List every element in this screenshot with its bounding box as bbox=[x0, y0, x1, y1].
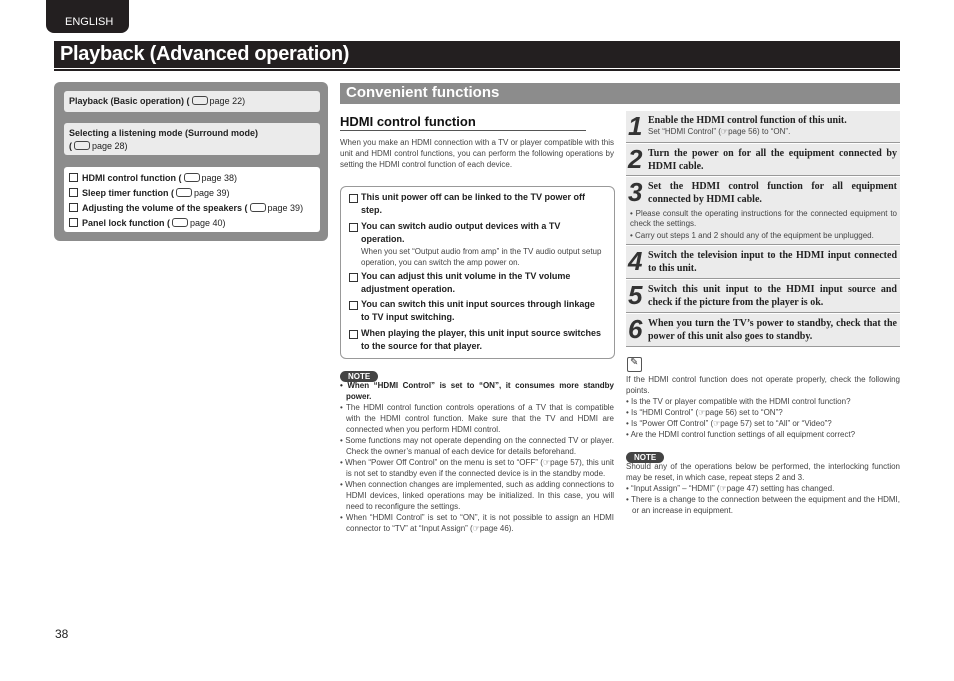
reference-hand-icon bbox=[176, 188, 192, 197]
step-text: Switch the television input to the HDMI input connected to this unit. bbox=[648, 250, 897, 274]
checkbox-icon bbox=[349, 301, 358, 310]
page-title-bar bbox=[54, 41, 900, 68]
note-item: • There is a change to the connection between the equipment and the HDMI, or an increase in equipment. bbox=[626, 495, 900, 515]
checkbox-icon bbox=[69, 218, 78, 227]
feature-item: This unit power off can be linked to the TV power off step. bbox=[349, 191, 604, 217]
step-bullet: • Please consult the operating instructions for the connected equipment to check the settings. bbox=[630, 209, 897, 228]
checkbox-icon bbox=[69, 203, 78, 212]
note-badge: NOTE bbox=[340, 366, 378, 384]
step-2 bbox=[626, 144, 900, 176]
note-badge: NOTE bbox=[626, 447, 664, 465]
remark-item: • Is the TV or player compatible with the HDMI control function? bbox=[626, 397, 851, 406]
step-text: Set the HDMI control function for all equipment connected by HDMI cable. bbox=[648, 181, 897, 205]
remark-item: • Is “Power Off Control” (☞page 57) set to “All” or “Video”? bbox=[626, 419, 832, 428]
remark-item: • Is “HDMI Control” (☞page 56) set to “ON”? bbox=[626, 408, 783, 417]
step-bullet: • Carry out steps 1 and 2 should any of the equipment be unplugged. bbox=[630, 231, 874, 240]
step-number: 5 bbox=[628, 280, 643, 310]
checkbox-icon bbox=[349, 223, 358, 232]
step-subtext: Set “HDMI Control” (☞page 56) to “ON”. bbox=[648, 127, 791, 136]
step-6 bbox=[626, 314, 900, 347]
checkbox-icon bbox=[349, 330, 358, 339]
hdmi-intro: When you make an HDMI connection with a TV or player compatible with this unit and HDMI control functions, you can perform the following operations by setting the HDMI control function of each device. bbox=[340, 138, 614, 169]
reference-hand-icon bbox=[74, 141, 90, 150]
reference-hand-icon bbox=[184, 173, 200, 182]
remark-pencil-icon: ✎ bbox=[627, 357, 642, 372]
feature-item: You can switch this unit input sources through linkage to TV input switching. bbox=[349, 298, 604, 324]
section-title: Convenient functions bbox=[346, 84, 500, 101]
step-number: 6 bbox=[628, 314, 643, 344]
checkbox-icon bbox=[349, 194, 358, 203]
step-1 bbox=[626, 111, 900, 143]
sidebar-link-label: Playback (Basic operation) bbox=[69, 96, 185, 106]
step-text: Switch this unit input to the HDMI input source and check if the picture from the player is ok. bbox=[648, 284, 897, 308]
hdmi-heading-rule bbox=[340, 130, 586, 131]
feature-item: You can switch audio output devices with a TV operation. When you set “Output audio from amp” in the TV audio output setup operation, you can switch the amp power on. bbox=[349, 220, 604, 268]
remark-intro: If the HDMI control function does not operate properly, check the following points. bbox=[626, 375, 900, 395]
remark-item: • Are the HDMI control function settings of all equipment correct? bbox=[626, 430, 856, 439]
feature-item: You can adjust this unit volume in the TV volume adjustment operation. bbox=[349, 270, 604, 296]
section-title-bar bbox=[340, 83, 900, 104]
sidebar-link-ref: page 22) bbox=[209, 96, 246, 106]
checkbox-icon bbox=[69, 173, 78, 182]
language-tab bbox=[46, 0, 129, 33]
sidebar-item-hdmi-control[interactable]: HDMI control function ( page 38) bbox=[69, 172, 237, 185]
step-5 bbox=[626, 280, 900, 313]
checkbox-icon bbox=[349, 273, 358, 282]
hdmi-notes bbox=[340, 380, 614, 534]
sidebar-link-ref: page 28) bbox=[92, 141, 128, 151]
step-number: 1 bbox=[628, 111, 643, 141]
step-3 bbox=[626, 177, 900, 245]
step-text: Turn the power on for all the equipment connected by HDMI cable. bbox=[648, 148, 897, 172]
sidebar-link-basic-playback[interactable]: Playback (Basic operation) ( page 22) bbox=[64, 91, 320, 112]
step-text: When you turn the TV’s power to standby, check that the power of this unit also goes to standby. bbox=[648, 318, 897, 342]
step-number: 2 bbox=[628, 144, 643, 174]
sidebar-current-list bbox=[64, 167, 320, 232]
note-item: • When “Power Off Control” on the menu is set to “OFF” (☞page 57), this unit is not set to standby even if the connected device is in the standby mode. bbox=[340, 458, 614, 478]
note-item: • “Input Assign” – “HDMI” (☞page 47) setting has changed. bbox=[626, 484, 835, 493]
note-item: • The HDMI control function controls operations of a TV that is compatible with the HDMI control function. Make sure that the TV and HDMI are connected when you perform HDMI control. bbox=[340, 403, 614, 434]
interlock-notes bbox=[626, 461, 900, 516]
note-item: • When connection changes are implemented, such as adding connections to HDMI devices, linked operations may be initialized. In this case, you will need to reconfigure the settings. bbox=[340, 480, 614, 511]
language-label: ENGLISH bbox=[65, 16, 114, 28]
reference-hand-icon bbox=[172, 218, 188, 227]
sidebar-item-panel-lock[interactable]: Panel lock function ( page 40) bbox=[69, 217, 226, 230]
feature-item: When playing the player, this unit input source switches to the source for that player. bbox=[349, 327, 604, 353]
checkbox-icon bbox=[69, 188, 78, 197]
troubleshoot-remarks bbox=[626, 374, 900, 440]
hdmi-heading: HDMI control function bbox=[340, 114, 476, 129]
sidebar-item-sleep-timer[interactable]: Sleep timer function ( page 39) bbox=[69, 187, 230, 200]
note-item: • Some functions may not operate depending on the connected TV or player. Check the owner’s manual of each device for details beforehand. bbox=[340, 436, 614, 456]
step-text: Enable the HDMI control function of this unit. bbox=[648, 115, 847, 126]
feature-list-box bbox=[340, 186, 615, 359]
step-4 bbox=[626, 246, 900, 279]
sidebar-link-surround-mode[interactable]: Selecting a listening mode (Surround mode) ( page 28) bbox=[64, 123, 320, 155]
note-item: • When “HDMI Control” is set to “ON”, it consumes more standby power. bbox=[340, 381, 614, 401]
reference-hand-icon bbox=[250, 203, 266, 212]
sidebar-link-label: Selecting a listening mode (Surround mode) bbox=[69, 128, 259, 138]
note-item: • When “HDMI Control” is set to “ON”, it is not possible to assign an HDMI connector to “TV” at “Input Assign” (☞page 46). bbox=[340, 513, 614, 533]
page-number: 38 bbox=[55, 627, 69, 641]
step-number: 3 bbox=[628, 177, 643, 207]
page-title: Playback (Advanced operation) bbox=[60, 43, 350, 65]
step-number: 4 bbox=[628, 246, 643, 276]
note-intro: Should any of the operations below be performed, the interlocking function may be reset, in which case, repeat steps 2 and 3. bbox=[626, 462, 900, 482]
sidebar-item-speaker-volume[interactable]: Adjusting the volume of the speakers ( page 39) bbox=[69, 202, 303, 215]
title-rule bbox=[54, 69, 900, 71]
reference-hand-icon bbox=[192, 96, 208, 105]
